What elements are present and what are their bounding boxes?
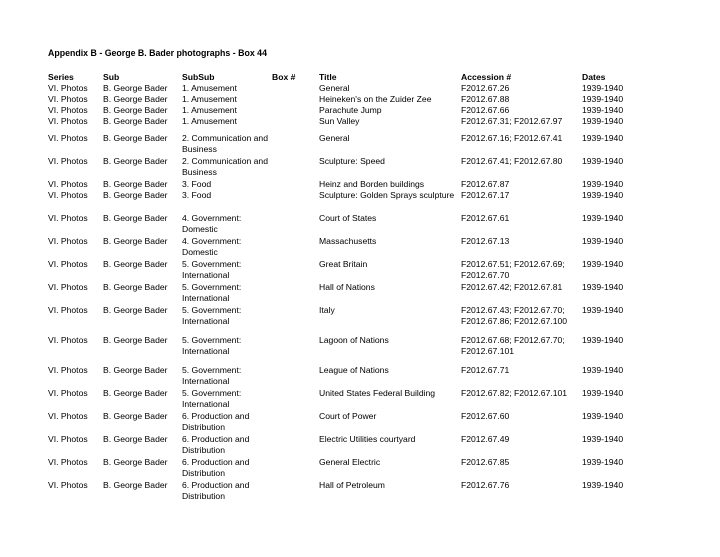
table-row	[48, 156, 688, 179]
cell-dates: 1939-1940	[582, 94, 624, 104]
header-dates: Dates	[582, 72, 606, 82]
cell-series: VI. Photos	[48, 411, 88, 421]
table-row	[48, 105, 688, 116]
cell-sub: B. George Bader	[103, 411, 168, 421]
cell-subsub: 1. Amusement	[182, 116, 237, 126]
cell-sub: B. George Bader	[103, 105, 168, 115]
header-accession: Accession #	[461, 72, 512, 82]
cell-sub: B. George Bader	[103, 335, 168, 345]
table-row	[48, 83, 688, 94]
header-sub: Sub	[103, 72, 120, 82]
cell-accession: F2012.67.82; F2012.67.101	[461, 388, 568, 398]
cell-title: Electric Utilities courtyard	[319, 434, 416, 444]
cell-title: General	[319, 133, 350, 143]
table-row	[48, 457, 688, 480]
cell-accession: F2012.67.43; F2012.67.70; F2012.67.86; F2012.67.100	[461, 305, 568, 327]
page-title: Appendix B - George B. Bader photographs - Box 44	[48, 48, 267, 58]
cell-subsub: 6. Production and Distribution	[182, 480, 250, 502]
cell-series: VI. Photos	[48, 94, 88, 104]
cell-dates: 1939-1940	[582, 335, 624, 345]
cell-subsub: 1. Amusement	[182, 94, 237, 104]
cell-dates: 1939-1940	[582, 434, 624, 444]
cell-subsub: 6. Production and Distribution	[182, 457, 250, 479]
cell-subsub: 2. Communication and Business	[182, 156, 268, 178]
cell-series: VI. Photos	[48, 305, 88, 315]
cell-dates: 1939-1940	[582, 156, 624, 166]
cell-subsub: 3. Food	[182, 179, 212, 189]
cell-series: VI. Photos	[48, 434, 88, 444]
cell-sub: B. George Bader	[103, 116, 168, 126]
cell-subsub: 5. Government: International	[182, 282, 242, 304]
cell-title: Sun Valley	[319, 116, 360, 126]
cell-series: VI. Photos	[48, 133, 88, 143]
cell-dates: 1939-1940	[582, 411, 624, 421]
cell-subsub: 5. Government: International	[182, 305, 242, 327]
cell-accession: F2012.67.42; F2012.67.81	[461, 282, 563, 292]
cell-title: United States Federal Building	[319, 388, 436, 398]
header-box: Box #	[272, 72, 296, 82]
table-row	[48, 236, 688, 259]
table-row	[48, 365, 688, 388]
cell-subsub: 5. Government: International	[182, 335, 242, 357]
cell-dates: 1939-1940	[582, 190, 624, 200]
cell-sub: B. George Bader	[103, 179, 168, 189]
cell-accession: F2012.67.87	[461, 179, 510, 189]
cell-sub: B. George Bader	[103, 83, 168, 93]
cell-sub: B. George Bader	[103, 365, 168, 375]
cell-title: Lagoon of Nations	[319, 335, 389, 345]
cell-series: VI. Photos	[48, 282, 88, 292]
cell-series: VI. Photos	[48, 116, 88, 126]
photo-table	[48, 72, 688, 503]
cell-dates: 1939-1940	[582, 480, 624, 490]
table-row	[48, 179, 688, 190]
cell-sub: B. George Bader	[103, 190, 168, 200]
cell-sub: B. George Bader	[103, 156, 168, 166]
cell-series: VI. Photos	[48, 365, 88, 375]
cell-title: Sculpture: Golden Sprays sculpture	[319, 190, 455, 200]
cell-title: Heineken's on the Zuider Zee	[319, 94, 432, 104]
cell-dates: 1939-1940	[582, 457, 624, 467]
cell-dates: 1939-1940	[582, 365, 624, 375]
cell-accession: F2012.67.85	[461, 457, 510, 467]
cell-subsub: 5. Government: International	[182, 365, 242, 387]
table-row	[48, 388, 688, 411]
cell-subsub: 4. Government: Domestic	[182, 236, 242, 258]
cell-accession: F2012.67.31; F2012.67.97	[461, 116, 563, 126]
cell-series: VI. Photos	[48, 105, 88, 115]
cell-title: Hall of Nations	[319, 282, 375, 292]
cell-dates: 1939-1940	[582, 259, 624, 269]
table-row	[48, 480, 688, 503]
cell-series: VI. Photos	[48, 480, 88, 490]
cell-title: Italy	[319, 305, 335, 315]
cell-series: VI. Photos	[48, 190, 88, 200]
cell-title: Great Britain	[319, 259, 368, 269]
cell-series: VI. Photos	[48, 83, 88, 93]
cell-subsub: 1. Amusement	[182, 105, 237, 115]
cell-dates: 1939-1940	[582, 105, 624, 115]
cell-title: Court of States	[319, 213, 377, 223]
cell-sub: B. George Bader	[103, 282, 168, 292]
cell-accession: F2012.67.41; F2012.67.80	[461, 156, 563, 166]
cell-title: Hall of Petroleum	[319, 480, 385, 490]
cell-subsub: 6. Production and Distribution	[182, 434, 250, 456]
cell-subsub: 5. Government: International	[182, 259, 242, 281]
table-body	[48, 83, 688, 503]
cell-subsub: 5. Government: International	[182, 388, 242, 410]
table-row	[48, 305, 688, 335]
table-row	[48, 282, 688, 305]
header-title: Title	[319, 72, 337, 82]
cell-accession: F2012.67.49	[461, 434, 510, 444]
cell-title: Heinz and Borden buildings	[319, 179, 425, 189]
cell-title: League of Nations	[319, 365, 389, 375]
cell-dates: 1939-1940	[582, 236, 624, 246]
cell-series: VI. Photos	[48, 213, 88, 223]
cell-subsub: 2. Communication and Business	[182, 133, 268, 155]
cell-series: VI. Photos	[48, 388, 88, 398]
cell-title: Parachute Jump	[319, 105, 382, 115]
table-row	[48, 190, 688, 213]
cell-accession: F2012.67.66	[461, 105, 510, 115]
cell-sub: B. George Bader	[103, 236, 168, 246]
table-row	[48, 116, 688, 133]
cell-dates: 1939-1940	[582, 213, 624, 223]
cell-accession: F2012.67.16; F2012.67.41	[461, 133, 563, 143]
cell-sub: B. George Bader	[103, 480, 168, 490]
cell-subsub: 1. Amusement	[182, 83, 237, 93]
cell-dates: 1939-1940	[582, 179, 624, 189]
cell-accession: F2012.67.68; F2012.67.70; F2012.67.101	[461, 335, 565, 357]
cell-sub: B. George Bader	[103, 305, 168, 315]
table-row	[48, 411, 688, 434]
cell-series: VI. Photos	[48, 259, 88, 269]
cell-title: Court of Power	[319, 411, 377, 421]
table-row	[48, 335, 688, 365]
cell-series: VI. Photos	[48, 156, 88, 166]
cell-accession: F2012.67.51; F2012.67.69; F2012.67.70	[461, 259, 565, 281]
cell-sub: B. George Bader	[103, 388, 168, 398]
cell-series: VI. Photos	[48, 335, 88, 345]
cell-dates: 1939-1940	[582, 83, 624, 93]
cell-sub: B. George Bader	[103, 434, 168, 444]
cell-subsub: 3. Food	[182, 190, 212, 200]
cell-accession: F2012.67.60	[461, 411, 510, 421]
cell-title: General Electric	[319, 457, 381, 467]
cell-dates: 1939-1940	[582, 116, 624, 126]
table-row	[48, 94, 688, 105]
cell-sub: B. George Bader	[103, 94, 168, 104]
cell-title: Sculpture: Speed	[319, 156, 385, 166]
cell-accession: F2012.67.26	[461, 83, 510, 93]
cell-title: Massachusetts	[319, 236, 377, 246]
cell-series: VI. Photos	[48, 236, 88, 246]
cell-dates: 1939-1940	[582, 388, 624, 398]
cell-accession: F2012.67.71	[461, 365, 510, 375]
table-row	[48, 434, 688, 457]
cell-dates: 1939-1940	[582, 305, 624, 315]
cell-sub: B. George Bader	[103, 133, 168, 143]
cell-subsub: 4. Government: Domestic	[182, 213, 242, 235]
cell-accession: F2012.67.13	[461, 236, 510, 246]
cell-sub: B. George Bader	[103, 457, 168, 467]
cell-accession: F2012.67.61	[461, 213, 510, 223]
cell-title: General	[319, 83, 350, 93]
cell-accession: F2012.67.17	[461, 190, 510, 200]
cell-accession: F2012.67.76	[461, 480, 510, 490]
header-subsub: SubSub	[182, 72, 215, 82]
table-row	[48, 259, 688, 282]
table-header	[48, 72, 688, 83]
cell-series: VI. Photos	[48, 179, 88, 189]
table-row	[48, 133, 688, 156]
cell-dates: 1939-1940	[582, 133, 624, 143]
cell-series: VI. Photos	[48, 457, 88, 467]
cell-dates: 1939-1940	[582, 282, 624, 292]
cell-accession: F2012.67.88	[461, 94, 510, 104]
header-series: Series	[48, 72, 74, 82]
table-row	[48, 213, 688, 236]
cell-subsub: 6. Production and Distribution	[182, 411, 250, 433]
cell-sub: B. George Bader	[103, 213, 168, 223]
cell-sub: B. George Bader	[103, 259, 168, 269]
